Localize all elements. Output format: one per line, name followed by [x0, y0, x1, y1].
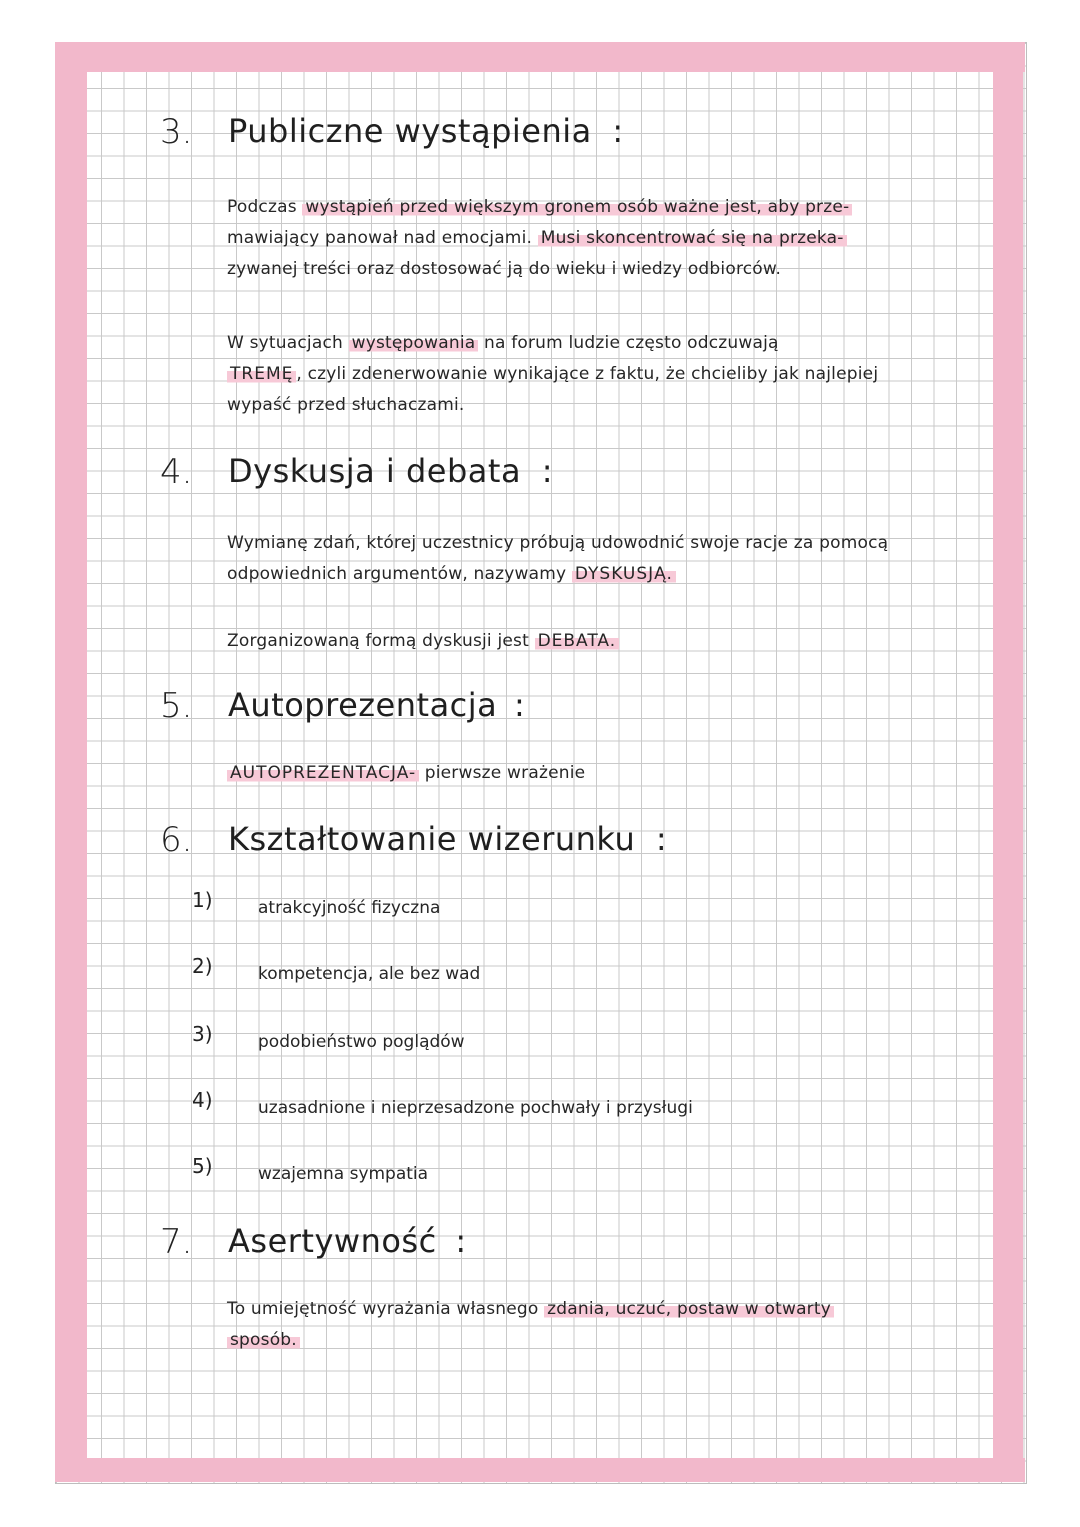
- highlight: wystąpień przed większym gronem osób ważne jest, aby prze-: [302, 197, 852, 217]
- section-5-title: Autoprezentacja :: [228, 686, 526, 724]
- list-item: kompetencja, ale bez wad: [258, 964, 481, 984]
- section-7-paragraph-1: To umiejętność wyrażania własnego zdania, uczuć, postaw w otwarty sposób.: [227, 1294, 927, 1356]
- list-item: wzajemna sympatia: [258, 1164, 429, 1184]
- section-4-paragraph-1: Wymianę zdań, której uczestnicy próbują udowodnić swoje racje za pomocą odpowiednich argumentów, nazywamy DYSKUSJĄ.: [227, 533, 889, 584]
- list-item-number: 4): [192, 1088, 213, 1112]
- section-6-number: 6.: [160, 820, 193, 860]
- highlight-dyskusja: DYSKUSJĄ.: [572, 564, 676, 584]
- section-4-title: Dyskusja i debata :: [228, 452, 554, 490]
- section-5-paragraph-1: AUTOPREZENTACJA- pierwsze wrażenie: [227, 758, 927, 789]
- list-item: podobieństwo poglądów: [258, 1032, 465, 1052]
- highlight: Musi skoncentrować się na przeka-: [538, 228, 847, 248]
- list-item-number: 5): [192, 1154, 213, 1178]
- section-4-paragraph-2: Zorganizowaną formą dyskusji jest DEBATA.: [227, 626, 927, 657]
- highlight: sposób.: [227, 1330, 300, 1350]
- section-5-number: 5.: [160, 686, 193, 726]
- section-3-paragraph-2: W sytuacjach występowania na forum ludzie często odczuwają TREMĘ , czyli zdenerwowanie wynikające z faktu, że chcieliby jak najlepiej wypaść przed słuchaczami.: [227, 333, 879, 415]
- section-7-title: Asertywność :: [228, 1222, 467, 1260]
- list-item-number: 1): [192, 888, 213, 912]
- section-7-number: 7.: [160, 1222, 193, 1262]
- list-item-number: 2): [192, 954, 213, 978]
- section-4-number: 4.: [160, 452, 193, 492]
- section-6-title: Kształtowanie wizerunku :: [228, 820, 668, 858]
- highlight-debata: DEBATA.: [535, 631, 620, 651]
- section-3-number: 3.: [160, 112, 193, 152]
- highlight: występowania: [349, 333, 479, 353]
- section-3-paragraph-1: Podczas wystąpień przed większym gronem osób ważne jest, aby prze- mawiający panował nad emocjami. Musi skoncentrować się na przeka- zywanej treści oraz dostosować ją do wieku i wiedzy odbiorców.: [227, 192, 927, 285]
- highlight: zdania, uczuć, postaw w otwarty: [544, 1299, 834, 1319]
- list-item: atrakcyjność fizyczna: [258, 898, 441, 918]
- section-3-title: Publiczne wystąpienia :: [228, 112, 624, 150]
- highlight-autoprezentacja: AUTOPREZENTACJA-: [227, 763, 419, 783]
- highlight-trema: TREMĘ: [227, 364, 296, 384]
- list-item-number: 3): [192, 1022, 213, 1046]
- list-item: uzasadnione i nieprzesadzone pochwały i przysługi: [258, 1098, 693, 1118]
